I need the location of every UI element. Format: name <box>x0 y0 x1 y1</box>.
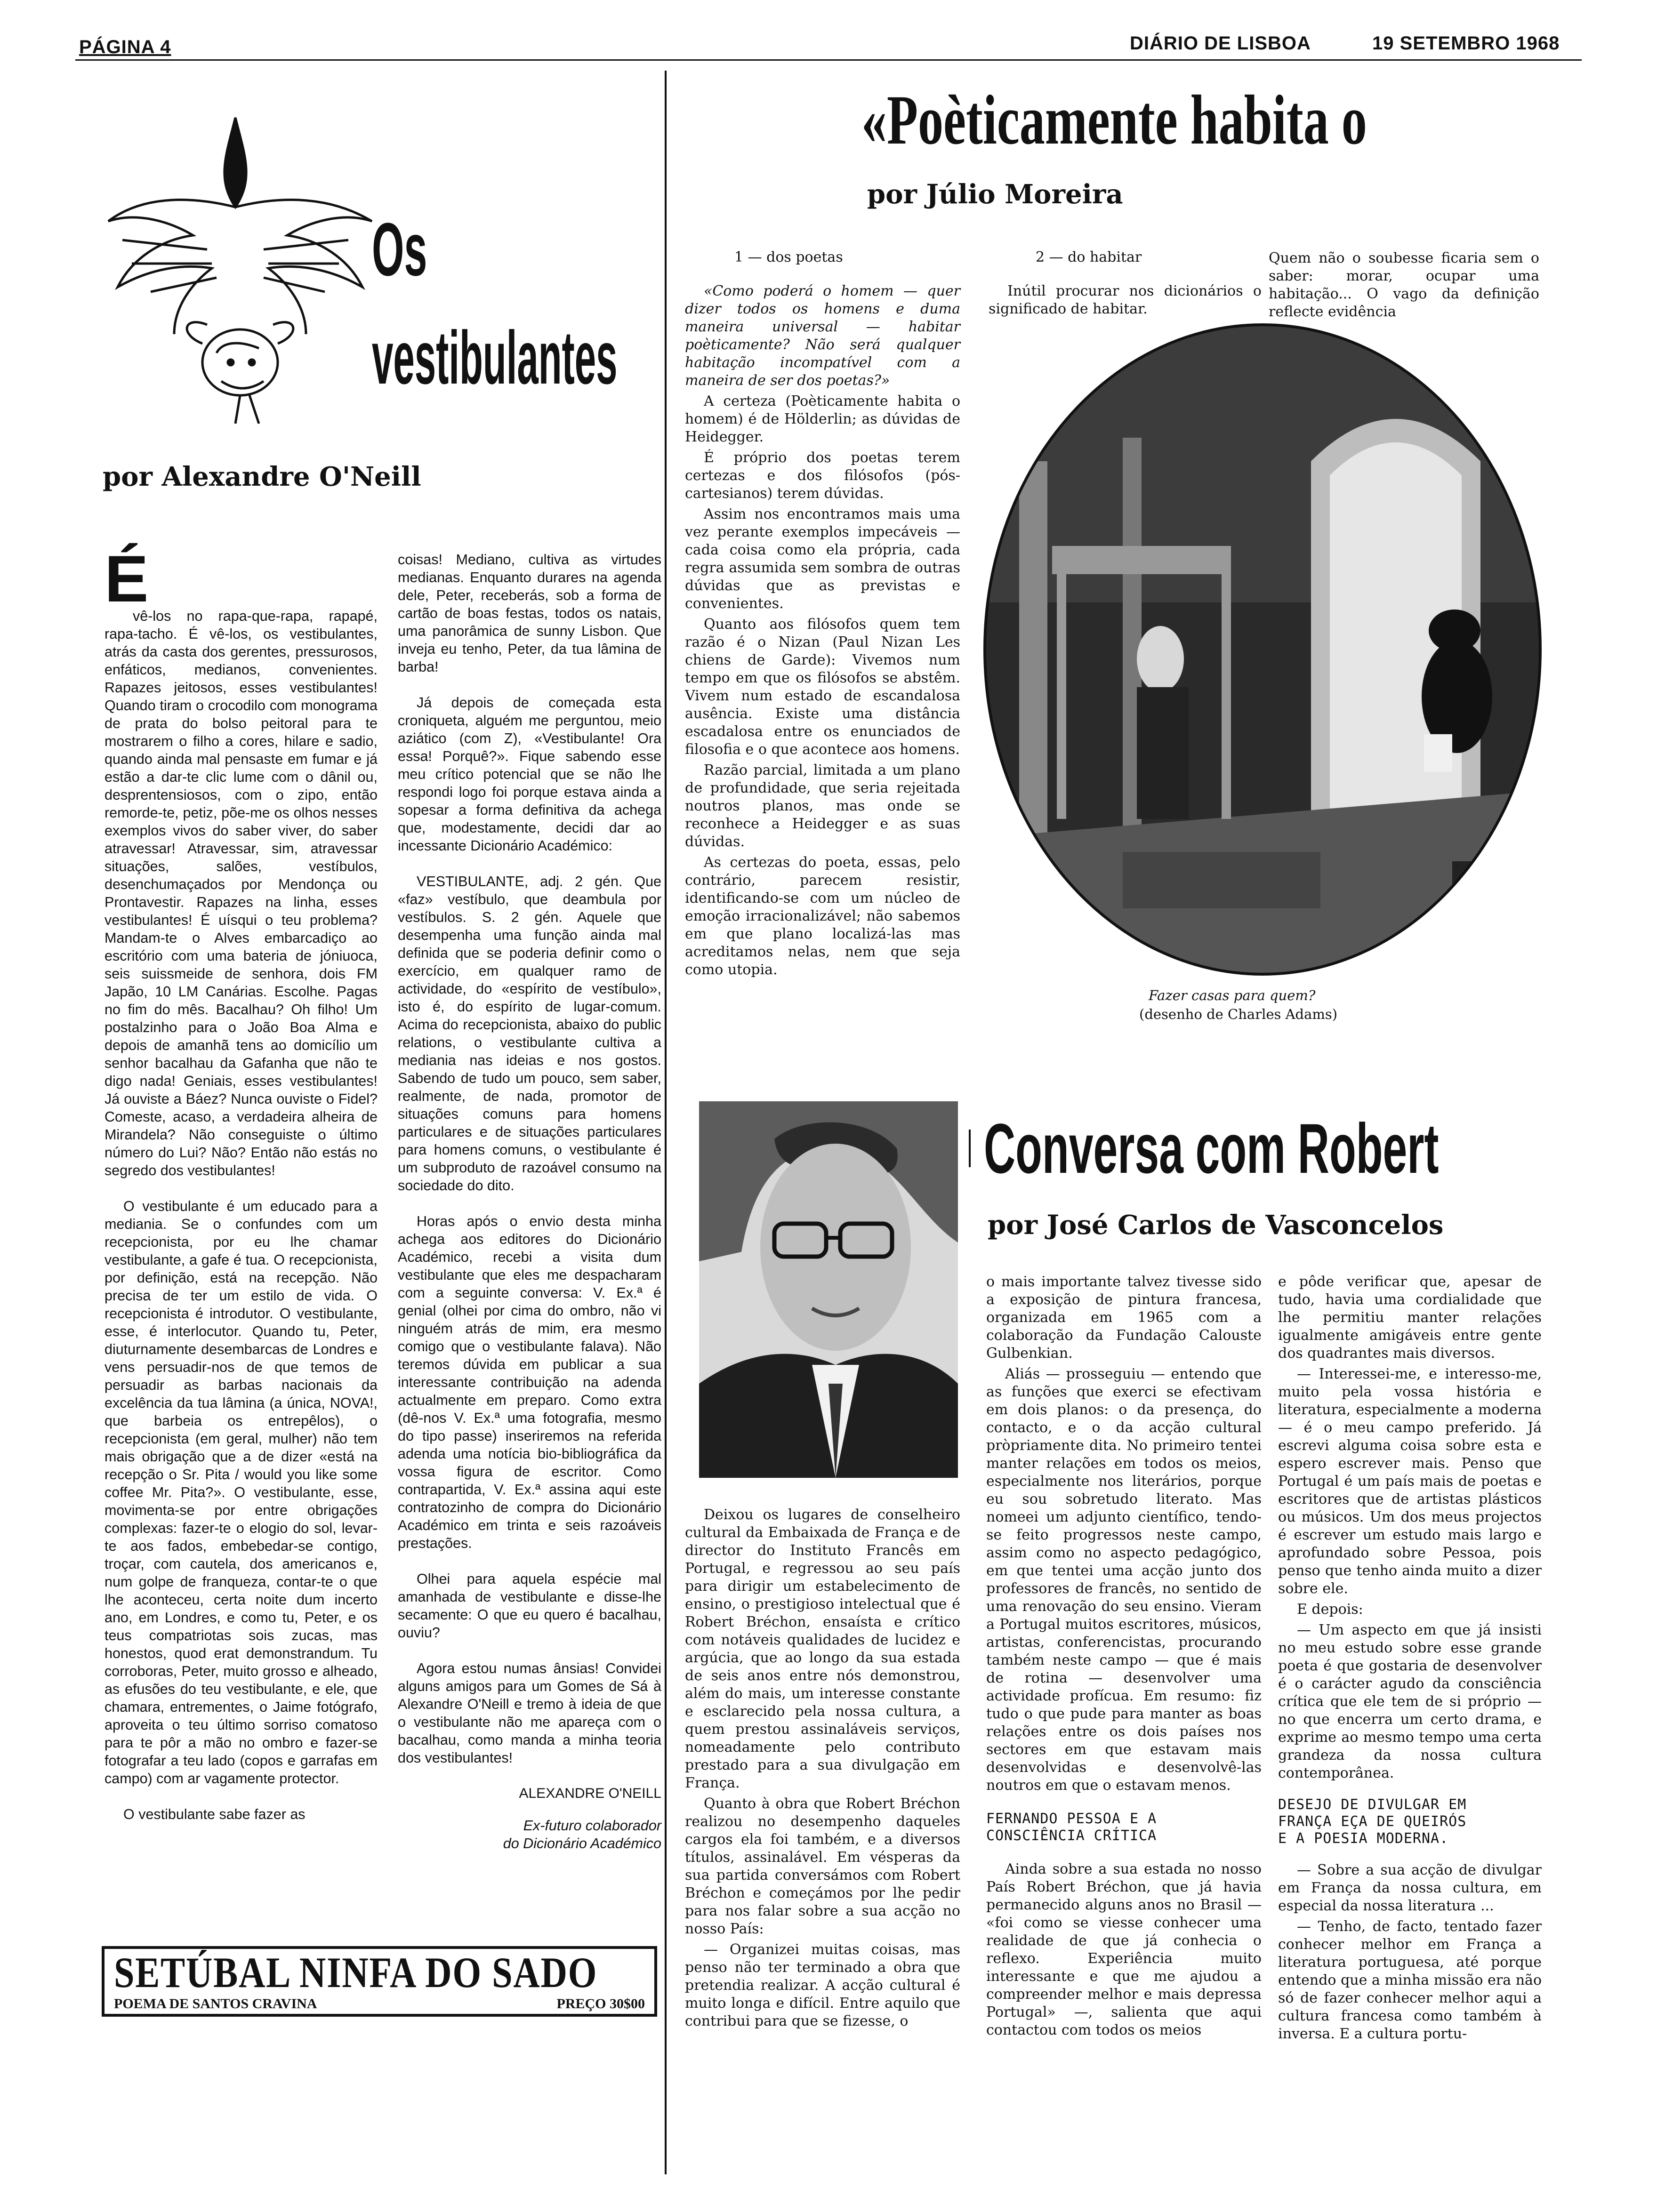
column-divider <box>665 71 667 2174</box>
paragraph: Quem não o soubesse ficaria sem o saber: morar, ocupar uma habitação... O vago da definição reflecte evidência <box>1269 250 1539 320</box>
advertisement-price: PREÇO 30$00 <box>556 1996 645 2012</box>
paragraph: É próprio dos poetas terem certezas e dos filósofos (pós-cartesianos) terem dúvidas. <box>685 449 960 502</box>
article-title-line-2: vestibulantes <box>372 315 618 400</box>
article-byline: por Júlio Moreira <box>867 179 1123 210</box>
paragraph: «Como poderá o homem — quer dizer todos os homens e duma maneira universal — habitar poèticamente? Não será qualquer habitação incompatível com a maneira de ser dos poetas?» <box>685 283 960 389</box>
paragraph: A certeza (Poèticamente habita o homem) é de Hölderlin; as dúvidas de Heidegger. <box>685 393 960 445</box>
advertisement-box <box>102 1946 657 2017</box>
article-column-left <box>685 1506 960 2033</box>
illustration-caption: Fazer casas para quem? <box>1149 987 1316 1003</box>
paragraph: — Um aspecto em que já insisti no meu estudo sobre esse grande poeta é que gostaria de desenvolver é o carácter agudo da consciência crítica que ele tem de si próprio — no que encerra um certo drama, e exprime ao mesmo tempo uma certa grandeza da nossa cultura contemporânea. <box>1278 1622 1542 1781</box>
paragraph: Aliás — prosseguiu — entendo que as funções que exerci se efectivam em dois planos: o da presença, do contacto, e o da acção cultural pròpriamente dita. No primeiro tentei manter relações em todos os meios, especialmente nos literários, porque eu sou sobretudo literato. Mas nomeei um adjunto científico, tendo-se feito progressos neste campo, assim como no aspecto pedagógico, em que tentei uma acção junto dos professores de francês, no sentido de uma renovação do seu ensino. Vieram a Portugal muitos escritores, músicos, artistas, conferencistas, procurando também neste campo — que é mais de rotina — desenvolver uma actividade profícua. Em resumo: fiz tudo o que pude para manter as boas relações entre os dois países nos sectores em que estavam mais desenvolvidas e desenvolvê-las noutros em que o estavam menos. <box>986 1366 1262 1794</box>
paragraph: Horas após o envio desta minha achega aos editores do Dicionário Académico, recebi a visita dum vestibulante que eles me despacharam com a seguinte conversa: V. Ex.ª é genial (olhei por cima do ombro, não vi ninguém atrás de mim, era mesmo comigo que o vestibulante falava). Não teremos dúvida em publicar a sua interessante contribuição na adenda actualmente em preparo. Como extra (dê-nos V. Ex.ª uma fotografia, mesmo do tipo passe) inseriremos na referida adenda uma notícia bio-bibliográfica da vossa figura de escritor. Como contrapartida, V. Ex.ª assina aqui este contratozinho de compra do Dicionário Académico em trinta e seis razoáveis prestações. <box>398 1213 661 1551</box>
paragraph: E depois: <box>1297 1601 1363 1618</box>
paragraph: Olhei para aquela espécie mal amanhada de vestibulante e disse-lhe secamente: O que eu quero é bacalhau, ouviu? <box>398 1571 661 1641</box>
article-title-line-1: Os <box>372 207 427 291</box>
section-subhead: FERNANDO PESSOA E A <box>986 1811 1157 1827</box>
paragraph: Razão parcial, limitada a um plano de profundidade, que seria rejeitada noutros planos, mas onde se reconhece a Heidegger e as suas dúvidas. <box>685 762 960 850</box>
paragraph: Quanto à obra que Robert Bréchon realizou no desempenho daqueles cargos ela foi também, e a diversos títulos, assinalável. Em vésperas da sua partida conversámos com Robert Bréchon e começámos por lhe pedir para nos falar sobre a sua acção no nosso País: <box>685 1795 960 1937</box>
section-subhead: DESEJO DE DIVULGAR EM <box>1278 1796 1467 1813</box>
illustration-credit: (desenho de Charles Adams) <box>1139 1006 1338 1022</box>
page-number: PÁGINA 4 <box>79 37 171 57</box>
article-byline: por José Carlos de Vasconcelos <box>988 1210 1444 1241</box>
paragraph: VESTIBULANTE, adj. 2 gén. Que «faz» vestíbulo, que deambula por vestíbulos. S. 2 gén. Aquele que desempenha uma função ainda mal definida que se poderia definir como o exercício, em qualquer ramo de actividade, do «espírito de vestíbulo», isto é, do espírito de lugar-comum. Acima do recepcionista, abaixo do public relations, o vestibulante cultiva a mediania nas ideias e nos gostos. Sabendo de tudo um pouco, sem saber, realmente, de nada, promotor de situações comuns para homens particulares e de situações particulares para homens comuns, o vestibulante é um subproduto de razoável consumo na sociedade do dito. <box>398 874 661 1194</box>
article-column-mid <box>986 1273 1262 2042</box>
article-title: Conversa com Robert <box>984 1109 1439 1188</box>
section-subhead: CONSCIÊNCIA CRÍTICA <box>986 1827 1157 1844</box>
advertisement-subtitle: POEMA DE SANTOS CRAVINA <box>114 1996 317 2012</box>
paragraph: o mais importante talvez tivesse sido a exposição de pintura francesa, organizada em 1965 com a colaboração da Fundação Calouste Gulbenkian. <box>986 1274 1262 1362</box>
paragraph: coisas! Mediano, cultiva as virtudes medianas. Enquanto durares na agenda dele, Peter, receberás, sob a forma de cartão de boas festas, todos os natais, uma panorâmica de sunny Lisbon. Que inveja eu tenho, Peter, da tua lâmina de barba! <box>398 552 661 675</box>
header-rule <box>75 59 1582 61</box>
section-heading: 1 — dos poetas <box>734 249 843 265</box>
article-column-2 <box>989 282 1262 321</box>
paragraph: O vestibulante sabe fazer as <box>123 1806 306 1822</box>
paragraph: — Organizei muitas coisas, mas penso não ter terminado a obra que pretendia realizar. A acção cultural é muito longa e difícil. Entre aquilo que contribui para que se fizesse, o <box>685 1941 960 2029</box>
paragraph: As certezas do poeta, essas, pelo contrário, parecem resistir, identificando-se com um núcleo de emoção irracionalizável; não sabemos em que plano localizá-las mas acreditamos nelas, nem que seja como utopia. <box>685 854 960 978</box>
article-title: «Poèticamente habita o <box>861 81 1367 159</box>
signature-note: Ex-futuro colaborador <box>523 1818 661 1834</box>
decorative-bracket <box>969 1130 971 1167</box>
article-column-2 <box>398 551 661 1852</box>
paragraph: Ainda sobre a sua estada no nosso País Robert Bréchon, que já havia permanecido alguns anos no Brasil — «foi como se viesse conhecer uma realidade de que já conhecia o reflexo. Experiência muito interessante e que me ajudou a compreender melhor e mais depressa Portugal» —, salienta que aqui contactou com todos os meios <box>986 1861 1262 2038</box>
signature-note: do Dicionário Académico <box>503 1835 661 1851</box>
paragraph: Quanto aos filósofos quem tem razão é o Nizan (Paul Nizan Les chiens de Garde): Vivemos num tempo em que os filósofos se abstêm. Vivem num estado de escandalosa ausência. Existe uma distância escadalosa entre os enunciados de filosofia e o que acontece aos homens. <box>685 616 960 758</box>
section-subhead: FRANÇA EÇA DE QUEIRÓS <box>1278 1813 1467 1830</box>
paragraph: — Sobre a sua acção de divulgar em França da nossa cultura, em especial da nossa literatura ... <box>1278 1862 1542 1914</box>
illustration-charles-adams <box>981 320 1544 979</box>
paragraph: Inútil procurar nos dicionários o significado de habitar. <box>989 283 1262 317</box>
section-heading: 2 — do habitar <box>1036 249 1142 265</box>
article-byline: por Alexandre O'Neill <box>103 461 421 492</box>
newspaper-name: DIÁRIO DE LISBOA <box>1130 33 1311 54</box>
paragraph: Deixou os lugares de conselheiro cultural da Embaixada de França e de director do Instituto Francês em Portugal, e regressou ao seu país para dirigir um estabelecimento de ensino, o prestigioso intelectual que é Robert Bréchon, ensaísta e crítico com notáveis qualidades de lucidez e argúcia, que ao longo da sua estada de seis anos entre nós demonstrou, além do mais, um interesse constante e esclarecido pela nossa cultura, a quem prestou assinaláveis serviços, nomeadamente pelo contributo prestado para a sua divulgação em França. <box>685 1507 960 1791</box>
article-column-1 <box>685 282 960 982</box>
paragraph: — Interessei-me, e interesso-me, muito pela vossa história e literatura, especialmente a moderna — é o meu campo preferido. Já escrevi alguma coisa sobre esta e espero escrever mais. Penso que Portugal é um país mais de poetas e escritores que de artistas plásticos ou músicos. Um dos meus projectos é escrever um estudo mais largo e aprofundado sobre Pessoa, pois penso que tenho ainda muito a dizer sobre ele. <box>1278 1366 1542 1597</box>
section-subhead: E A POESIA MODERNA. <box>1278 1830 1449 1847</box>
article-column-1 <box>105 607 378 1841</box>
portrait-photo <box>699 1101 958 1478</box>
paragraph: Já depois de começada esta croniqueta, alguém me perguntou, meio aziático (com Z), «Vestibulante! Ora essa! Porquê?». Fique sabendo esse meu crítico potencial que se não lhe respondi logo foi porque estava ainda a sopesar a forma definitiva da achega que, modestamente, decidi dar ao incessante Dicionário Académico: <box>398 695 661 854</box>
article-column-3 <box>1269 249 1539 324</box>
paragraph: Agora estou numas ânsias! Convidei alguns amigos para um Gomes de Sá à Alexandre O'Neill e tremo à ideia de que o vestibulante não me apareça com o bacalhau, como manda a minha teoria dos vestibulantes! <box>398 1660 661 1766</box>
issue-date: 19 SETEMBRO 1968 <box>1372 33 1560 54</box>
paragraph: vê-los no rapa-que-rapa, rapapé, rapa-tacho. É vê-los, os vestibulantes, atrás da casta dos gerentes, pressurosos, enfáticos, medianos, convenientes. Rapazes jeitosos, esses vestibulantes! Quando tiram o crocodilo com monograma de prata do bolso peitoral para te mostrarem o filho a cores, hilare e sadio, quando ainda mal pensaste em fumar e já estão a dar-te clic lume com o dânil ou, desprentensiosos, com o zipo, então remorde-te, petiz, põe-me os olhos nesses exemplos vivos do saber viver, do saber atravessar! Atravessar, sim, atravessar situações, salões, vestíbulos, desenchumaçados por Mendonça ou Prontavestir. Rapazes na linha, esses vestibulantes! É uísqui o teu problema? Mandam-te o Alves embarcadiço ao escritório com uma bateria de jóniuoca, seis suissmeide de senhora, dois FM Japão, 10 LM Canárias. Escolhe. Pagas no fim do mês. Bacalhau? Oh filho! Um postalzinho para o João Boa Alma e depois de amanhã tens ao domicílio um senhor bacalhau da Gafanha que não te digo nada! Geniais, esses vestibulantes! Já ouviste a Báez? Nunca ouviste o Fidel? Comeste, acaso, a verdadeira alheira de Mirandela? Não conseguiste o último número do Lui? Não? Então não estás no segredo dos vestibulantes! <box>105 608 378 1178</box>
angel-drawing <box>94 99 386 428</box>
paragraph: O vestibulante é um educado para a mediania. Se o confundes com um recepcionista, por eu lhe chamar vestibulante, a gafe é tua. O recepcionista, por definição, está na recepção. Não precisa de ter um estilo de vida. O recepcionista é introdutor. O vestibulante, esse, é interlocutor. Quando tu, Peter, diuturnamente desembarcas de Londres e vens persuadir-nos de que temos de persuadir as barbas nacionais da excelência da tua lâmina (a única, NOVA!, que barbeia os entrepêlos), o recepcionista (em geral, mulher) não tem mais obrigação que a de dizer «está na recepção o Sr. Pita / would you like some coffee Mr. Pita?». O vestibulante, esse, movimenta-se por entre obrigações complexas: fazer-te o elogio do sol, levar-te aos fados, embebedar-se contigo, troçar, com cautela, dos americanos e, num golpe de franqueza, contar-te o que lhe aconteceu, certa noite dum incerto ano, em Londres, e como tu, Peter, e os teus compatriotas sois zucas, mas honestos, quod erat demonstrandum. Tu corroboras, Peter, muito grosso e alheado, as efusões do teu vestibulante, e ele, que chamara, entrementes, o Jaime fotógrafo, aproveita o teu último sorriso comatoso para te pôr a mão no ombro e fazer-se fotografar a teu lado (copos e garrafas em campo) com ar vagamente protector. <box>105 1198 378 1787</box>
signature: ALEXANDRE O'NEILL <box>519 1786 661 1801</box>
advertisement-title: SETÚBAL NINFA DO SADO <box>114 1948 598 1996</box>
article-column-right <box>1278 1273 1542 2046</box>
paragraph: — Tenho, de facto, tentado fazer conhecer melhor em França a literatura portuguesa, até porque entendo que a minha missão era não só de fazer conhecer melhor aqui a cultura francesa como também à inversa. E a cultura portu- <box>1278 1918 1542 2042</box>
paragraph: Assim nos encontramos mais uma vez perante exemplos impecáveis — cada coisa como ela própria, cada regra assumida sem sombra de outras dúvidas que as previstas e convenientes. <box>685 506 960 612</box>
drop-cap: É <box>105 542 149 616</box>
paragraph: e pôde verificar que, apesar de tudo, havia uma cordialidade que lhe permitiu manter relações igualmente amigáveis entre gente dos quadrantes mais diversos. <box>1278 1274 1542 1362</box>
